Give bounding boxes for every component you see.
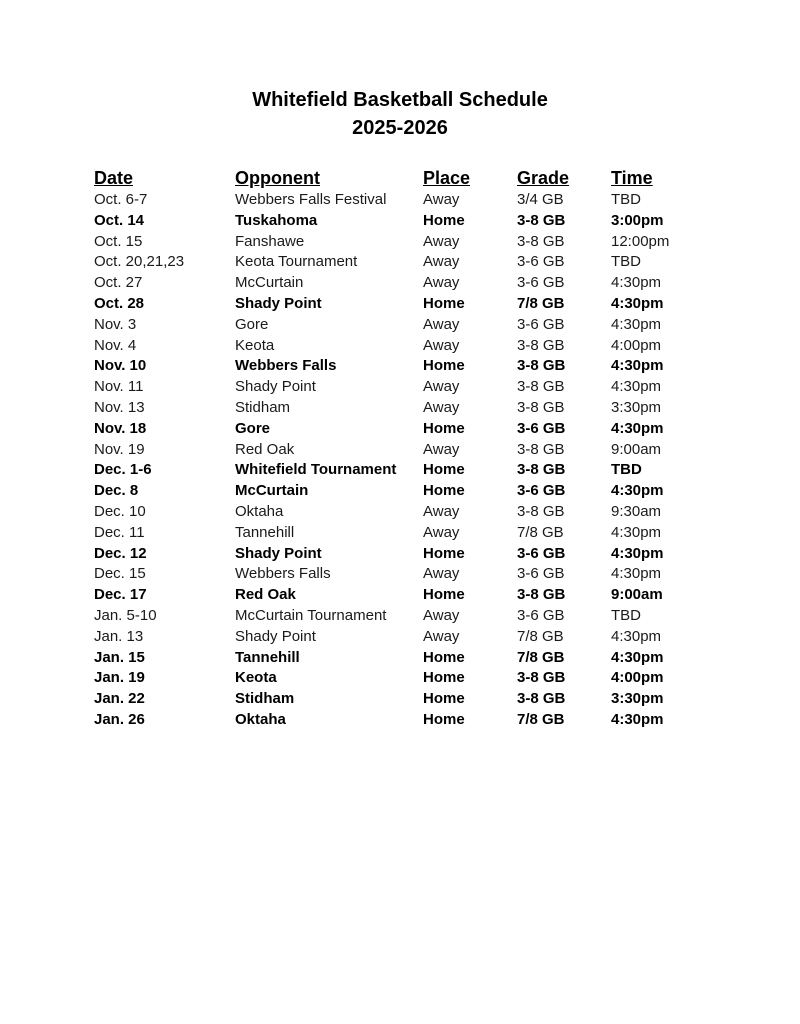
- cell-opponent: Stidham: [235, 690, 295, 708]
- cell-place: Home: [423, 482, 465, 500]
- cell-date: Nov. 11: [94, 378, 144, 396]
- cell-opponent: Gore: [235, 419, 271, 437]
- cell-opponent: Tuskahoma: [235, 211, 318, 229]
- cell-time: 3:00pm: [611, 211, 664, 229]
- cell-date: Jan. 19: [94, 669, 145, 687]
- cell-place: Away: [423, 627, 460, 645]
- cell-grade: 3-8 GB: [517, 378, 565, 396]
- cell-opponent: Tannehill: [235, 648, 300, 666]
- cell-grade: 3-6 GB: [517, 419, 566, 437]
- cell-opponent: McCurtain Tournament: [235, 606, 387, 624]
- cell-time: 4:30pm: [611, 274, 662, 292]
- cell-time: 4:30pm: [611, 357, 664, 375]
- cell-time: 4:30pm: [611, 378, 662, 396]
- cell-grade: 3-6 GB: [517, 606, 565, 624]
- schedule-table: [94, 166, 714, 731]
- cell-opponent: Stidham: [235, 398, 291, 416]
- cell-grade: 7/8 GB: [517, 523, 564, 541]
- header-row: [94, 166, 714, 190]
- table-row: [94, 523, 714, 544]
- cell-opponent: Keota: [235, 669, 277, 687]
- cell-opponent: Red Oak: [235, 586, 296, 604]
- cell-place: Away: [423, 440, 460, 458]
- cell-time: 4:30pm: [611, 315, 662, 333]
- cell-grade: 3-8 GB: [517, 461, 566, 479]
- cell-time: 4:30pm: [611, 710, 664, 728]
- cell-grade: 3-6 GB: [517, 482, 566, 500]
- cell-opponent: Keota: [235, 336, 275, 354]
- cell-date: Dec. 1-6: [94, 461, 152, 479]
- cell-date: Nov. 19: [94, 440, 145, 458]
- cell-date: Jan. 5-10: [94, 606, 157, 624]
- cell-date: Nov. 18: [94, 419, 147, 437]
- table-row: [94, 315, 714, 336]
- cell-grade: 3-6 GB: [517, 274, 565, 292]
- cell-time: 4:00pm: [611, 669, 664, 687]
- table-row: [94, 440, 714, 461]
- cell-place: Home: [423, 357, 465, 375]
- cell-opponent: McCurtain: [235, 482, 309, 500]
- cell-opponent: Oktaha: [235, 710, 286, 728]
- cell-date: Jan. 26: [94, 710, 145, 728]
- table-row: [94, 606, 714, 627]
- table-row: [94, 398, 714, 419]
- cell-time: 9:00am: [611, 440, 662, 458]
- cell-opponent: Webbers Falls: [235, 357, 337, 375]
- cell-grade: 3-8 GB: [517, 336, 565, 354]
- cell-time: 3:30pm: [611, 398, 662, 416]
- cell-date: Oct. 28: [94, 294, 145, 312]
- cell-place: Home: [423, 690, 465, 708]
- table-row: [94, 273, 714, 294]
- cell-opponent: Gore: [235, 315, 269, 333]
- table-row: [94, 336, 714, 357]
- cell-place: Home: [423, 710, 465, 728]
- cell-time: 4:30pm: [611, 565, 662, 583]
- table-row: [94, 460, 714, 481]
- cell-place: Home: [423, 648, 465, 666]
- cell-time: 4:30pm: [611, 648, 664, 666]
- cell-grade: 3-8 GB: [517, 690, 566, 708]
- table-row: [94, 564, 714, 585]
- cell-date: Dec. 11: [94, 523, 145, 541]
- cell-grade: 3-8 GB: [517, 211, 566, 229]
- cell-place: Away: [423, 378, 460, 396]
- cell-place: Away: [423, 606, 460, 624]
- table-row: [94, 294, 714, 315]
- table-row: [94, 232, 714, 253]
- cell-date: Oct. 6-7: [94, 191, 148, 208]
- table-row: [94, 502, 714, 523]
- cell-time: 4:30pm: [611, 523, 662, 541]
- cell-grade: 3-8 GB: [517, 232, 565, 250]
- cell-date: Nov. 10: [94, 357, 147, 375]
- cell-grade: 3-8 GB: [517, 502, 565, 520]
- cell-date: Nov. 13: [94, 398, 145, 416]
- cell-opponent: Webbers Falls Festival: [235, 191, 387, 208]
- header-date: Date: [94, 168, 134, 188]
- cell-time: 4:30pm: [611, 419, 664, 437]
- cell-date: Oct. 20,21,23: [94, 253, 185, 271]
- cell-place: Home: [423, 294, 465, 312]
- cell-date: Dec. 10: [94, 502, 146, 520]
- table-row: [94, 190, 714, 211]
- cell-opponent: Shady Point: [235, 544, 322, 562]
- table-row: [94, 481, 714, 502]
- cell-opponent: Shady Point: [235, 378, 316, 396]
- cell-grade: 3-6 GB: [517, 565, 565, 583]
- cell-time: 4:30pm: [611, 544, 664, 562]
- cell-time: TBD: [611, 253, 641, 271]
- cell-place: Away: [423, 191, 460, 208]
- header-place: Place: [423, 168, 471, 188]
- cell-time: 3:30pm: [611, 690, 664, 708]
- cell-date: Jan. 13: [94, 627, 144, 645]
- cell-grade: 3-8 GB: [517, 669, 566, 687]
- table-row: [94, 419, 714, 440]
- table-row: [94, 585, 714, 606]
- cell-date: Dec. 12: [94, 544, 147, 562]
- cell-opponent: McCurtain: [235, 274, 304, 292]
- cell-date: Oct. 14: [94, 211, 145, 229]
- cell-place: Home: [423, 419, 465, 437]
- document-title: Whitefield Basketball Schedule: [252, 89, 548, 111]
- header-time: Time: [611, 168, 653, 188]
- cell-place: Away: [423, 315, 460, 333]
- cell-time: TBD: [611, 606, 641, 624]
- cell-grade: 3-6 GB: [517, 253, 565, 271]
- header-grade: Grade: [517, 168, 570, 188]
- cell-opponent: Red Oak: [235, 440, 295, 458]
- cell-time: TBD: [611, 191, 641, 208]
- cell-opponent: Webbers Falls: [235, 565, 331, 583]
- cell-grade: 3-8 GB: [517, 398, 565, 416]
- table-row: [94, 648, 714, 669]
- cell-place: Home: [423, 544, 465, 562]
- cell-opponent: Whitefield Tournament: [235, 461, 397, 479]
- cell-opponent: Fanshawe: [235, 232, 305, 250]
- cell-opponent: Shady Point: [235, 294, 322, 312]
- table-row: [94, 668, 714, 689]
- cell-time: 4:30pm: [611, 627, 662, 645]
- cell-grade: 3/4 GB: [517, 191, 564, 208]
- cell-time: 12:00pm: [611, 232, 670, 250]
- cell-date: Oct. 27: [94, 274, 143, 292]
- cell-grade: 3-6 GB: [517, 315, 565, 333]
- header-opponent: Opponent: [235, 168, 320, 188]
- cell-place: Home: [423, 461, 465, 479]
- cell-place: Home: [423, 669, 465, 687]
- cell-date: Oct. 15: [94, 232, 143, 250]
- cell-time: 9:30am: [611, 502, 662, 520]
- cell-place: Home: [423, 586, 465, 604]
- cell-place: Away: [423, 336, 460, 354]
- cell-place: Away: [423, 502, 460, 520]
- table-row: [94, 544, 714, 565]
- cell-date: Dec. 17: [94, 586, 147, 604]
- cell-place: Home: [423, 211, 465, 229]
- cell-place: Away: [423, 253, 460, 271]
- cell-grade: 7/8 GB: [517, 627, 564, 645]
- table-row: [94, 211, 714, 232]
- table-row: [94, 377, 714, 398]
- cell-date: Jan. 22: [94, 690, 145, 708]
- cell-time: TBD: [611, 461, 642, 479]
- table-row: [94, 252, 714, 273]
- cell-time: 4:30pm: [611, 482, 664, 500]
- cell-date: Jan. 15: [94, 648, 145, 666]
- cell-grade: 3-8 GB: [517, 357, 566, 375]
- season-title: 2025-2026: [352, 117, 448, 139]
- cell-place: Away: [423, 232, 460, 250]
- cell-place: Away: [423, 398, 460, 416]
- cell-date: Dec. 8: [94, 482, 139, 500]
- cell-time: 9:00am: [611, 586, 663, 604]
- table-row: [94, 627, 714, 648]
- cell-date: Dec. 15: [94, 565, 146, 583]
- cell-opponent: Tannehill: [235, 523, 295, 541]
- cell-place: Away: [423, 565, 460, 583]
- cell-grade: 7/8 GB: [517, 648, 565, 666]
- cell-time: 4:00pm: [611, 336, 662, 354]
- table-row: [94, 710, 714, 731]
- cell-place: Away: [423, 523, 460, 541]
- cell-grade: 3-8 GB: [517, 440, 565, 458]
- cell-opponent: Keota Tournament: [235, 253, 358, 271]
- cell-place: Away: [423, 274, 460, 292]
- cell-time: 4:30pm: [611, 294, 664, 312]
- table-row: [94, 689, 714, 710]
- cell-grade: 3-6 GB: [517, 544, 566, 562]
- cell-opponent: Oktaha: [235, 502, 284, 520]
- cell-date: Nov. 3: [94, 315, 137, 333]
- cell-opponent: Shady Point: [235, 627, 316, 645]
- cell-grade: 7/8 GB: [517, 294, 565, 312]
- schedule-rows: [94, 190, 714, 731]
- cell-date: Nov. 4: [94, 336, 137, 354]
- cell-grade: 3-8 GB: [517, 586, 566, 604]
- cell-grade: 7/8 GB: [517, 710, 565, 728]
- table-row: [94, 356, 714, 377]
